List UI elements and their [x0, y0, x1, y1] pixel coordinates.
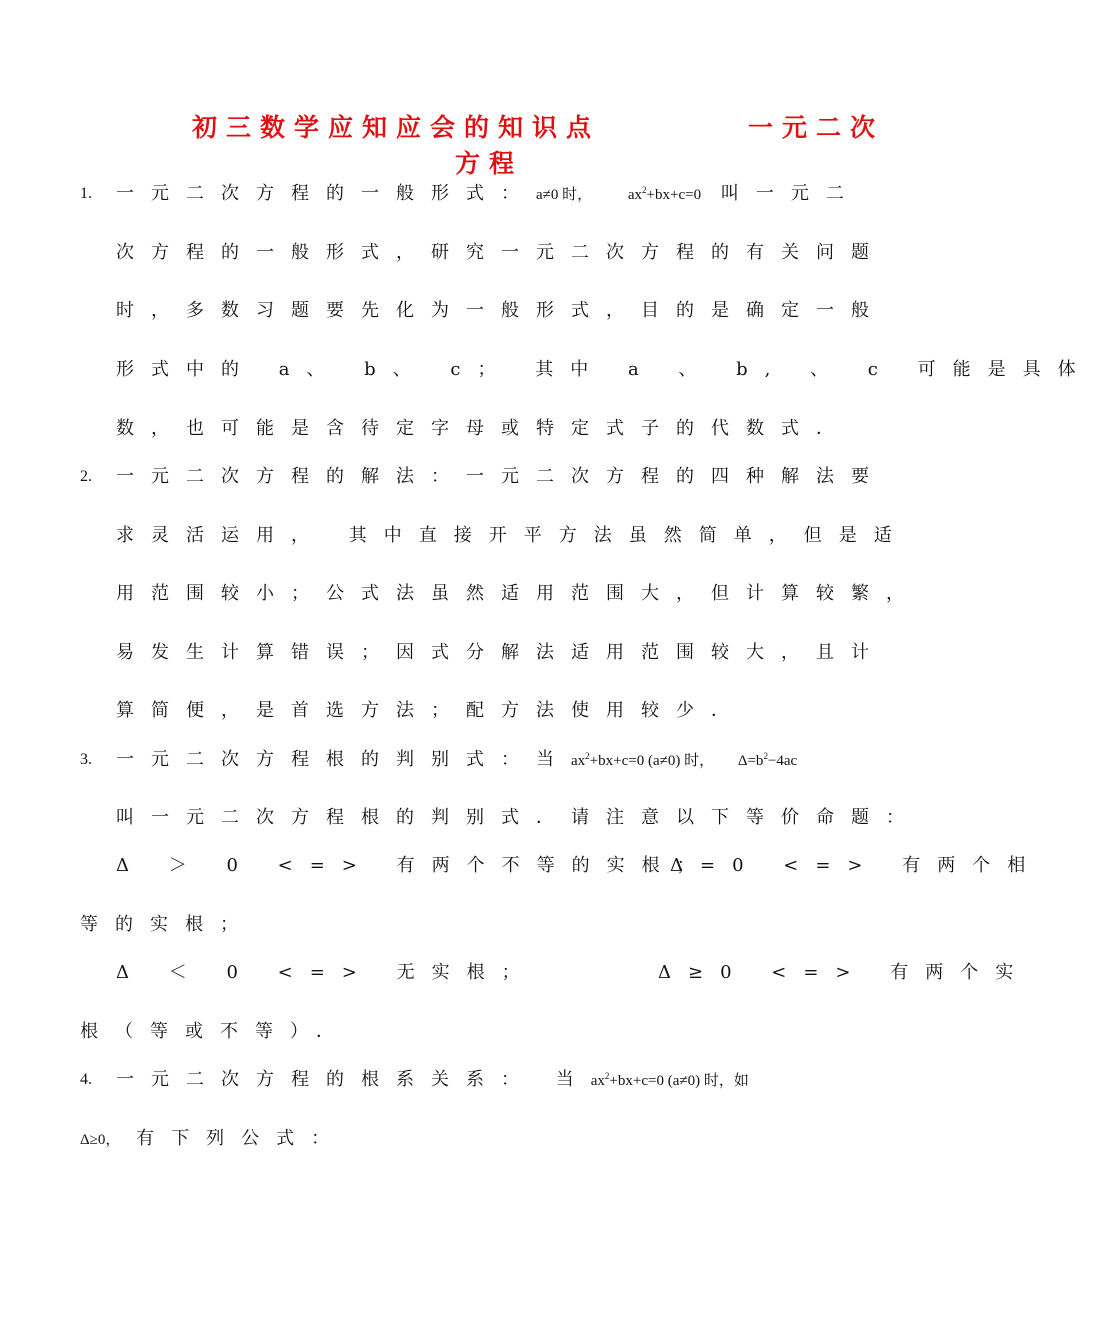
title-line2: 方程 [455, 149, 524, 178]
item-number-2: 2. [80, 468, 92, 485]
item3-line1 [116, 748, 797, 773]
item1-equation: $ax^2+bx+c=0$ [627, 185, 702, 203]
item3-discriminant: $\Delta=b^2-4ac$ [737, 751, 798, 769]
item3-line5b: Δ≥0 <=> 有两个实 [658, 962, 1031, 983]
item-number-3: 3. [80, 751, 92, 768]
item2-line1: 一元二次方程的解法：一元二次方程的四种解法要 [116, 466, 886, 487]
item3-line4: 等的实根； [80, 914, 255, 935]
item4-line2 [80, 1127, 346, 1152]
title-main: 初三数学应知应会的知识点 [192, 113, 601, 142]
item1-line4: 形式中的 a、 b、 c； 其中 a 、 b, 、 c 可能是具体 [116, 359, 1093, 380]
title-continued: 一元二次 [748, 113, 885, 142]
item3-line3b: Δ=0 <=> 有两个相 [670, 855, 1043, 876]
item1-line5: 数，也可能是含待定字母或特定式子的代数式． [116, 418, 851, 439]
item3-line5a: Δ ＜ 0 <=> 无实根； [116, 962, 537, 983]
item3-equation: $ax^2+bx+c=0$ (a≠0) 时， [571, 751, 715, 769]
item-number-4: 4. [80, 1071, 92, 1088]
item1-line3: 时，多数习题要先化为一般形式，目的是确定一般 [116, 300, 886, 321]
item2-line5: 算简便，是首选方法；配方法使用较少． [116, 700, 746, 721]
item4-text-b2: 有下列公式： [136, 1128, 347, 1149]
item1-text-a: 一元二次方程的一般形式： [116, 183, 536, 204]
item1-line2: 次方程的一般形式，研究一元二次方程的有关问题 [116, 242, 886, 263]
item4-text-a: 一元二次方程的根系关系： [116, 1069, 536, 1090]
item3-line3a: Δ ＞ 0 <=> 有两个不等的实根； [116, 855, 712, 876]
item3-line2: 叫一元二次方程根的判别式．请注意以下等价命题： [116, 807, 921, 828]
item1-condition: a≠0 时， [536, 187, 593, 203]
item4-line1 [116, 1068, 749, 1093]
item2-line3: 用范围较小；公式法虽然适用范围大，但计算较繁， [116, 583, 921, 604]
item1-text-e: 叫一元二 [720, 183, 861, 204]
item4-condition: Δ≥0， [80, 1132, 121, 1148]
item1-line1 [116, 182, 886, 207]
item2-line4: 易发生计算错误；因式分解法适用范围较大，且计 [116, 642, 886, 663]
item3-line6: 根（等或不等）． [80, 1021, 351, 1042]
item2-line2: 求灵活运用， 其中直接开平方法虽然简单，但是适 [116, 525, 909, 546]
item4-equation: $ax^2+bx+c=0$ (a≠0) 时，如 [590, 1071, 749, 1089]
item4-text-b: 当 [555, 1069, 591, 1090]
item3-text-a: 一元二次方程根的判别式：当 [116, 749, 571, 770]
item-number-1: 1. [80, 185, 92, 202]
